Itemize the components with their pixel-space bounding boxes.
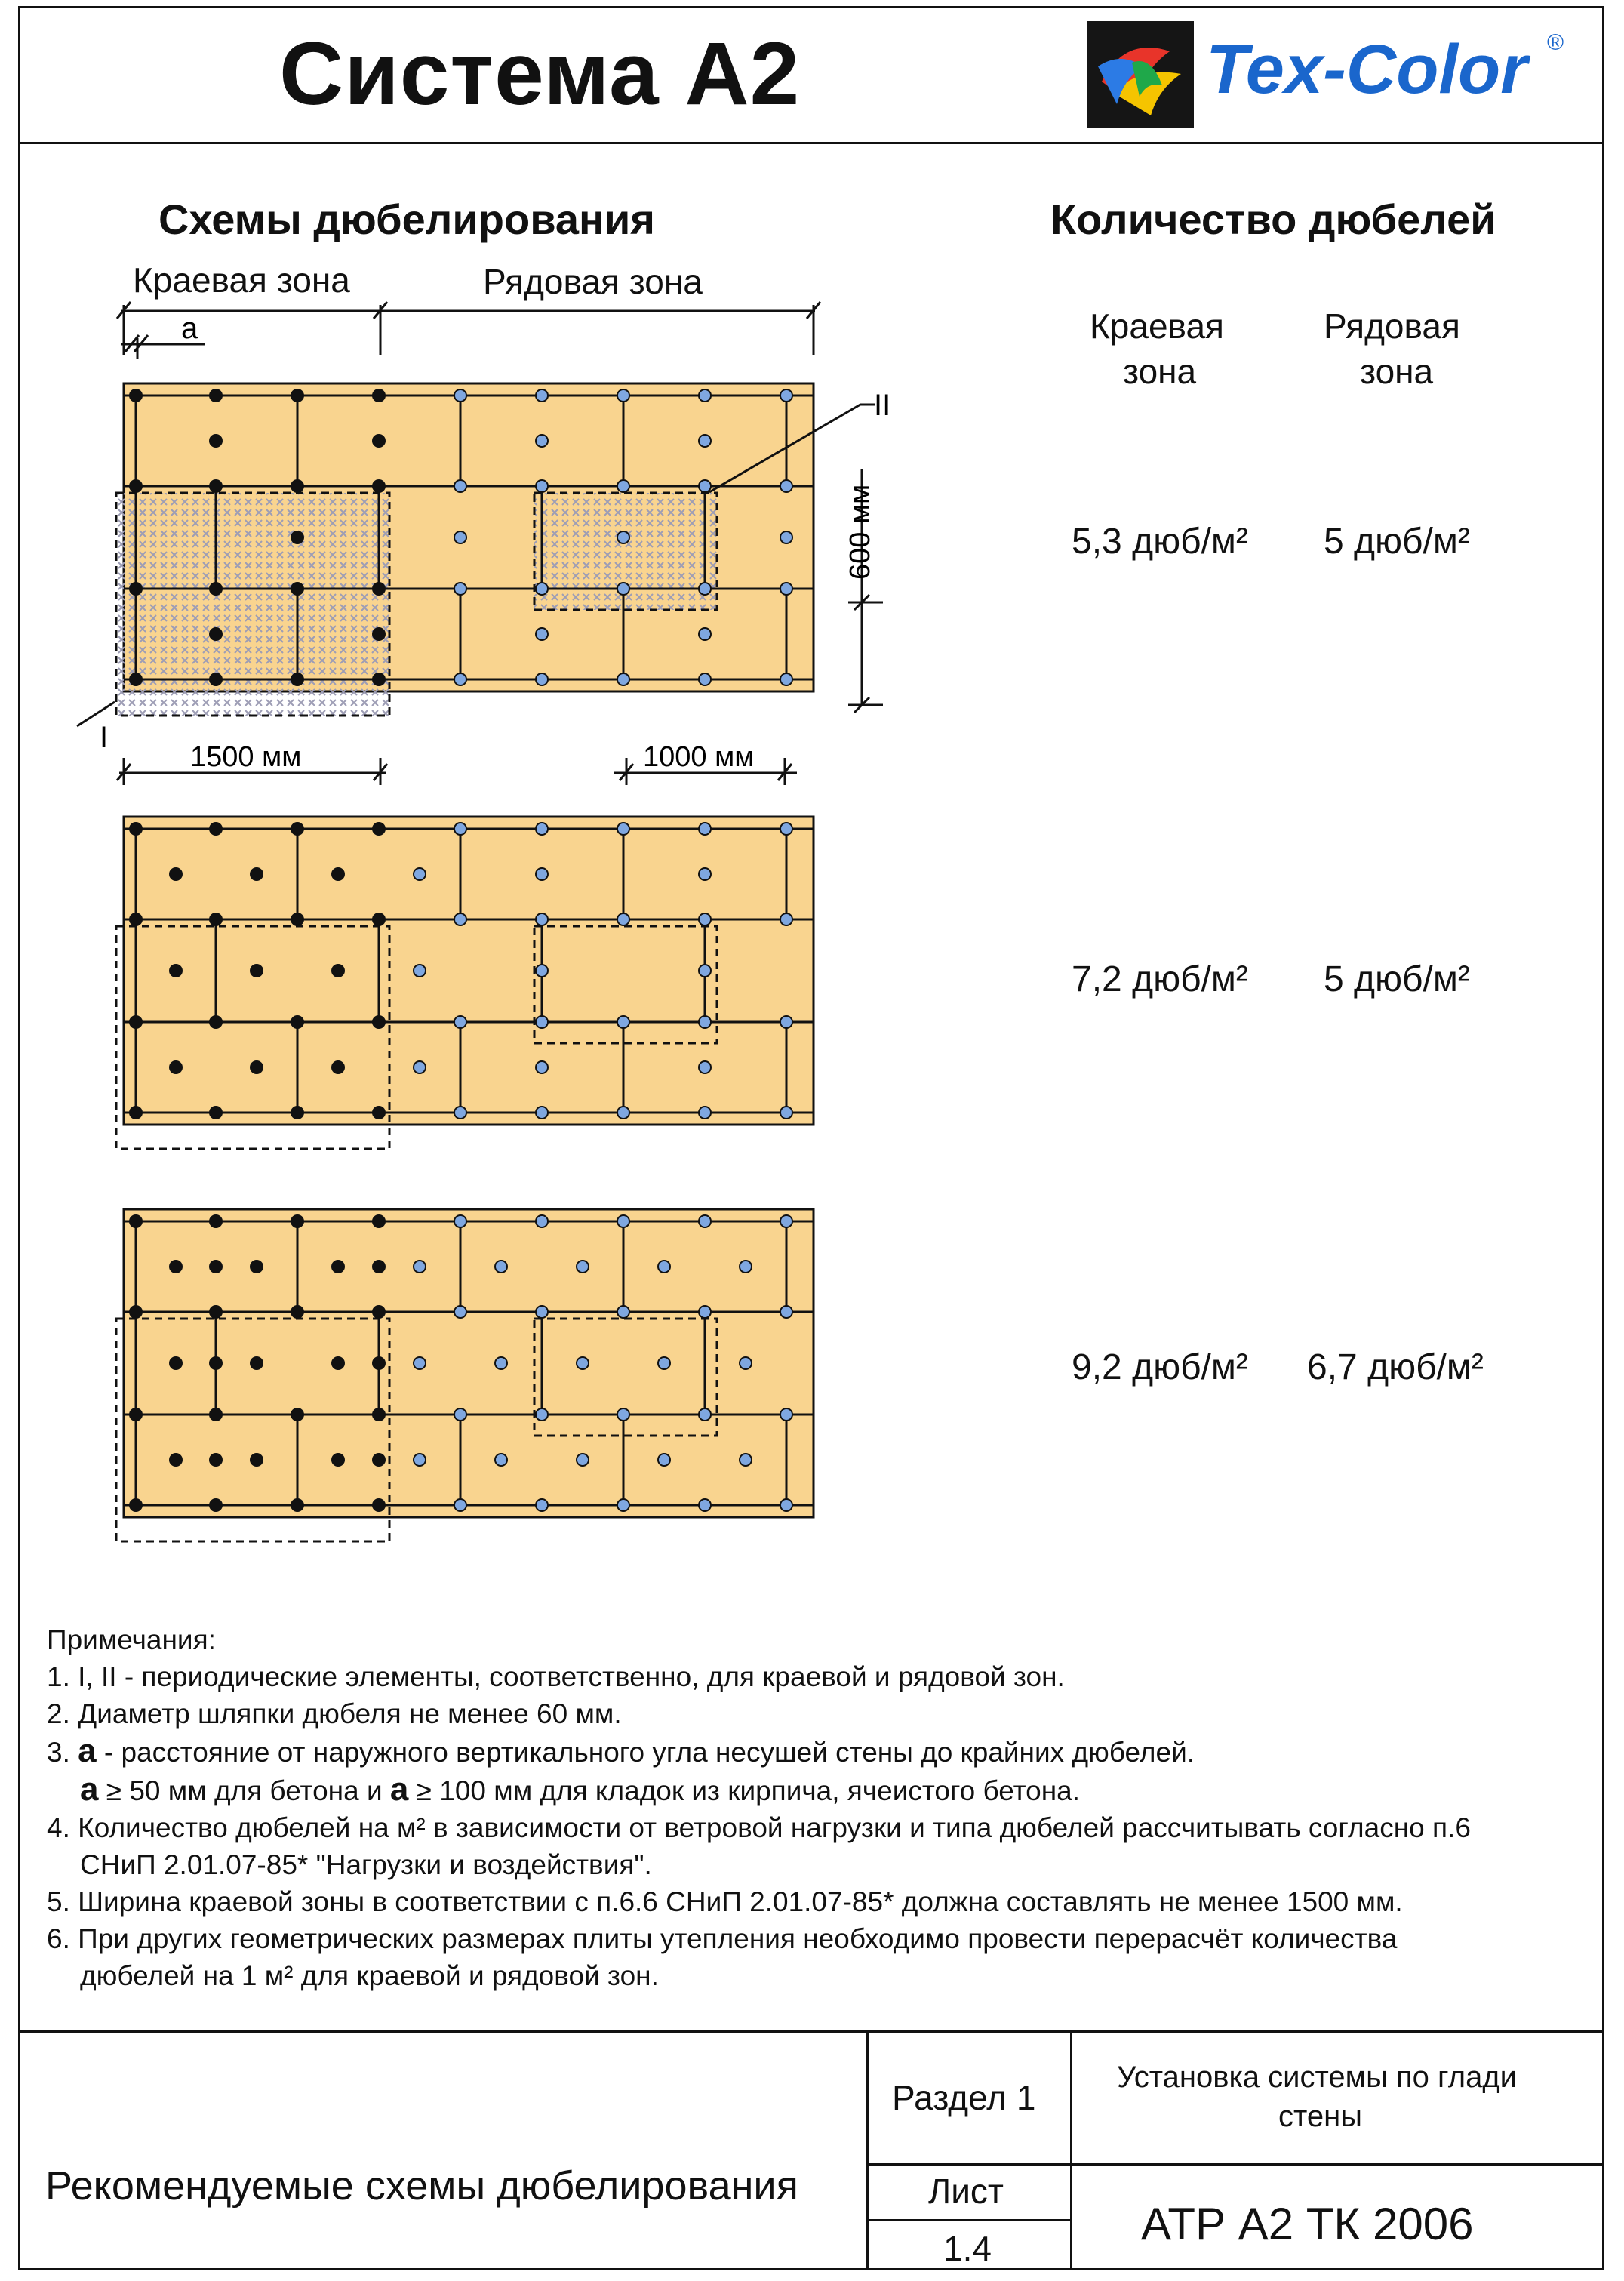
- edge-dowel: [291, 1016, 303, 1028]
- row-dowel: [536, 868, 548, 880]
- row-dowel: [617, 823, 629, 835]
- col-row-line1: Рядовая: [1324, 306, 1460, 346]
- edge-dowel: [130, 823, 142, 835]
- dim-a-label: a: [181, 312, 198, 345]
- row-dowel: [536, 1499, 548, 1511]
- col-row-line2: зона: [1360, 352, 1434, 391]
- dim-1500-label: 1500 мм: [190, 741, 302, 773]
- edge-dowel: [373, 913, 385, 925]
- edge-dowel: [291, 1215, 303, 1227]
- dim-600-label: 600 мм: [844, 484, 876, 580]
- row-dowel: [699, 389, 711, 402]
- edge-dowel: [373, 1261, 385, 1273]
- insulation-panel-3: [124, 1209, 814, 1517]
- edge-dowel: [332, 965, 344, 977]
- edge-dowel: [130, 1499, 142, 1511]
- row-dowel: [536, 628, 548, 640]
- row-dowel: [699, 583, 711, 595]
- edge-dowel: [291, 480, 303, 492]
- row-dowel: [699, 673, 711, 685]
- edge-dowel: [130, 1306, 142, 1318]
- row-dowel: [454, 583, 466, 595]
- row-dowel: [780, 1408, 792, 1421]
- note-6b: дюбелей на 1 м² для краевой и рядовой зон.: [80, 1960, 659, 1991]
- edge-dowel: [373, 1107, 385, 1119]
- mark-I: I: [100, 721, 109, 754]
- edge-dowel: [291, 583, 303, 595]
- note-3: [47, 1732, 1471, 1771]
- edge-dowel: [170, 1261, 182, 1273]
- row-dowel: [740, 1454, 752, 1466]
- row-dowel: [536, 1408, 548, 1421]
- row-dowel: [495, 1357, 507, 1369]
- edge-dowel: [210, 435, 222, 447]
- note-2: 2. Диаметр шляпки дюбеля не менее 60 мм.: [47, 1698, 622, 1729]
- row-dowel: [414, 1454, 426, 1466]
- row-dowel: [780, 1499, 792, 1511]
- row-dowel: [699, 1016, 711, 1028]
- dowel-count-heading: Количество дюбелей: [1050, 195, 1496, 243]
- note-3b-a1: a: [80, 1771, 99, 1808]
- notes-title: Примечания:: [47, 1624, 216, 1655]
- logo-wordmark: Tex-Color: [1206, 31, 1527, 108]
- detail-box-I-1: [116, 493, 389, 716]
- row-dowel: [699, 1061, 711, 1073]
- edge-dowel: [210, 1499, 222, 1511]
- row-zone-label: Рядовая зона: [483, 262, 703, 301]
- edge-dowel: [373, 1408, 385, 1421]
- note-3b-mid: ≥ 50 мм для бетона и: [98, 1775, 390, 1806]
- row-dowel: [617, 583, 629, 595]
- edge-dowel: [373, 480, 385, 492]
- edge-dowel: [373, 823, 385, 835]
- page-title: Система А2: [279, 24, 801, 124]
- row-dowel: [699, 823, 711, 835]
- row-dowel: [536, 965, 548, 977]
- note-5: 5. Ширина краевой зоны в соответствии с п.6.6 СНиП 2.01.07-85* должна составлять не менее 1500 мм.: [47, 1886, 1403, 1917]
- row-dowel: [617, 531, 629, 543]
- edge-dowel: [210, 823, 222, 835]
- row-dowel: [577, 1454, 589, 1466]
- row-dowel: [699, 1408, 711, 1421]
- edge-dowel: [130, 1016, 142, 1028]
- edge-dowel: [210, 1261, 222, 1273]
- row-dowel: [536, 673, 548, 685]
- row-dowel: [536, 389, 548, 402]
- note-3b-text: ≥ 100 мм для кладок из кирпича, ячеистого бетона.: [408, 1775, 1081, 1806]
- edge-dowel: [373, 435, 385, 447]
- row-dowel: [454, 1107, 466, 1119]
- col-edge-line2: зона: [1123, 352, 1197, 391]
- edge-dowel: [210, 480, 222, 492]
- note-1: 1. I, II - периодические элементы, соответственно, для краевой и рядовой зон.: [47, 1661, 1065, 1692]
- footer-desc-1: Установка системы по глади: [1117, 2061, 1517, 2094]
- row-dowel: [699, 1306, 711, 1318]
- edge-dowel: [291, 389, 303, 402]
- footer-desc-2: стены: [1278, 2100, 1362, 2133]
- row-dowel: [780, 673, 792, 685]
- row-dowel: [414, 1357, 426, 1369]
- row-dowel: [617, 1408, 629, 1421]
- dim-1000-label: 1000 мм: [643, 741, 755, 773]
- edge-dowel: [210, 1306, 222, 1318]
- edge-dowel: [291, 823, 303, 835]
- row-dowel: [699, 480, 711, 492]
- row-dowel: [454, 1408, 466, 1421]
- row-dowel: [454, 531, 466, 543]
- edge-dowel: [130, 1215, 142, 1227]
- edge-dowel: [291, 531, 303, 543]
- edge-dowel: [373, 1499, 385, 1511]
- note-3-text: - расстояние от наружного вертикального угла несушей стены до крайних дюбелей.: [96, 1737, 1195, 1768]
- edge-dowel: [210, 1107, 222, 1119]
- edge-dowel: [332, 868, 344, 880]
- footer-sheet-num: 1.4: [943, 2229, 992, 2268]
- row-dowel: [536, 1215, 548, 1227]
- edge-dowel: [373, 673, 385, 685]
- row-dowel: [577, 1261, 589, 1273]
- row-dowel: [454, 1306, 466, 1318]
- note-4b: СНиП 2.01.07-85* "Нагрузки и воздействия".: [80, 1849, 652, 1880]
- edge-dowel: [373, 583, 385, 595]
- row-dowel: [536, 1306, 548, 1318]
- row-dowel: [454, 823, 466, 835]
- row-dowel: [617, 1306, 629, 1318]
- row-dowel: [495, 1261, 507, 1273]
- row-dowel: [454, 389, 466, 402]
- edge-dowel: [210, 1357, 222, 1369]
- edge-dowel: [373, 1357, 385, 1369]
- row-dowel: [617, 480, 629, 492]
- row-dowel: [536, 823, 548, 835]
- row-dowel: [617, 1215, 629, 1227]
- edge-dowel: [373, 628, 385, 640]
- row-dowel: [536, 583, 548, 595]
- edge-dowel: [373, 1454, 385, 1466]
- row-dowel: [780, 823, 792, 835]
- edge-dowel: [210, 389, 222, 402]
- note-3-a: a: [78, 1732, 97, 1769]
- edge-dowel: [373, 1215, 385, 1227]
- row-dowel: [780, 1306, 792, 1318]
- note-4a: 4. Количество дюбелей на м² в зависимости от ветровой нагрузки и типа дюбелей рассчитывать согласно п.6: [47, 1812, 1471, 1843]
- row-dowel: [699, 435, 711, 447]
- row-dowel: [740, 1261, 752, 1273]
- note-3-num: 3.: [47, 1737, 70, 1768]
- row-dowel: [780, 1107, 792, 1119]
- footer-hline-2: [866, 2219, 1070, 2221]
- edge-dowel: [170, 868, 182, 880]
- rate-row-1: 5 дюб/м²: [1324, 522, 1470, 562]
- row-dowel: [617, 673, 629, 685]
- footer-section: Раздел 1: [892, 2078, 1036, 2117]
- row-dowel: [454, 1215, 466, 1227]
- row-dowel: [740, 1357, 752, 1369]
- schemes-heading: Схемы дюбелирования: [158, 195, 655, 243]
- edge-dowel: [130, 389, 142, 402]
- note-3b: [47, 1771, 1471, 1809]
- row-dowel: [617, 913, 629, 925]
- row-dowel: [658, 1357, 670, 1369]
- edge-dowel: [170, 965, 182, 977]
- edge-dowel: [373, 389, 385, 402]
- row-dowel: [699, 1499, 711, 1511]
- footer-caption: Рекомендуемые схемы дюбелирования: [45, 2163, 798, 2209]
- rate-edge-2: 7,2 дюб/м²: [1072, 959, 1248, 999]
- edge-dowel: [251, 1454, 263, 1466]
- edge-dowel: [291, 913, 303, 925]
- row-dowel: [699, 628, 711, 640]
- row-dowel: [454, 480, 466, 492]
- row-dowel: [536, 1107, 548, 1119]
- row-dowel: [536, 913, 548, 925]
- edge-dowel: [210, 673, 222, 685]
- edge-dowel: [210, 583, 222, 595]
- footer-divider: [18, 2030, 1604, 2033]
- edge-dowel: [251, 1261, 263, 1273]
- edge-dowel: [170, 1454, 182, 1466]
- footer-vline-2: [1070, 2030, 1072, 2270]
- note-6a: 6. При других геометрических размерах плиты утепления необходимо провести перерасчёт количества: [47, 1923, 1398, 1954]
- row-dowel: [699, 1215, 711, 1227]
- row-dowel: [454, 1016, 466, 1028]
- edge-dowel: [373, 1306, 385, 1318]
- row-dowel: [577, 1357, 589, 1369]
- notes-block: [47, 1621, 1471, 1994]
- edge-dowel: [130, 673, 142, 685]
- col-edge-line1: Краевая: [1090, 306, 1224, 346]
- edge-dowel: [170, 1061, 182, 1073]
- row-dowel: [780, 913, 792, 925]
- mark-II: II: [874, 389, 891, 422]
- edge-dowel: [251, 1357, 263, 1369]
- edge-zone-label: Краевая зона: [133, 260, 350, 300]
- rate-row-3: 6,7 дюб/м²: [1307, 1347, 1484, 1387]
- footer-vline-1: [866, 2030, 869, 2270]
- row-dowel: [699, 868, 711, 880]
- row-dowel: [617, 1016, 629, 1028]
- note-3b-a2: a: [389, 1771, 409, 1808]
- row-dowel: [617, 1499, 629, 1511]
- row-dowel: [780, 389, 792, 402]
- row-dowel: [658, 1261, 670, 1273]
- row-dowel: [699, 965, 711, 977]
- edge-dowel: [210, 913, 222, 925]
- edge-dowel: [332, 1454, 344, 1466]
- rate-edge-1: 5,3 дюб/м²: [1072, 522, 1248, 562]
- row-dowel: [414, 1261, 426, 1273]
- edge-dowel: [130, 913, 142, 925]
- row-dowel: [699, 1107, 711, 1119]
- edge-dowel: [251, 868, 263, 880]
- row-dowel: [658, 1454, 670, 1466]
- footer-hline-1: [866, 2163, 1604, 2166]
- edge-dowel: [291, 673, 303, 685]
- edge-dowel: [130, 583, 142, 595]
- edge-dowel: [291, 1499, 303, 1511]
- edge-dowel: [170, 1357, 182, 1369]
- rate-row-2: 5 дюб/м²: [1324, 959, 1470, 999]
- edge-dowel: [210, 1215, 222, 1227]
- edge-dowel: [373, 1016, 385, 1028]
- edge-dowel: [130, 480, 142, 492]
- footer-sheet-label: Лист: [928, 2172, 1004, 2211]
- row-dowel: [617, 389, 629, 402]
- row-dowel: [780, 531, 792, 543]
- row-dowel: [414, 868, 426, 880]
- row-dowel: [454, 913, 466, 925]
- edge-dowel: [291, 1306, 303, 1318]
- row-dowel: [617, 1107, 629, 1119]
- edge-dowel: [210, 1016, 222, 1028]
- edge-dowel: [332, 1357, 344, 1369]
- edge-dowel: [251, 1061, 263, 1073]
- row-dowel: [454, 673, 466, 685]
- row-dowel: [536, 480, 548, 492]
- rate-edge-3: 9,2 дюб/м²: [1072, 1347, 1248, 1387]
- top-dimension: [117, 302, 820, 359]
- logo-registered-mark: ®: [1547, 30, 1564, 55]
- edge-dowel: [210, 1408, 222, 1421]
- edge-dowel: [251, 965, 263, 977]
- edge-dowel: [332, 1061, 344, 1073]
- row-dowel: [536, 1016, 548, 1028]
- row-dowel: [495, 1454, 507, 1466]
- row-dowel: [414, 1061, 426, 1073]
- edge-dowel: [332, 1261, 344, 1273]
- row-dowel: [454, 1499, 466, 1511]
- edge-dowel: [130, 1107, 142, 1119]
- row-dowel: [536, 435, 548, 447]
- row-dowel: [780, 1215, 792, 1227]
- row-dowel: [780, 480, 792, 492]
- row-dowel: [780, 583, 792, 595]
- footer-code: АТР А2 ТК 2006: [1141, 2199, 1474, 2249]
- edge-dowel: [291, 1408, 303, 1421]
- row-dowel: [536, 1061, 548, 1073]
- edge-dowel: [291, 1107, 303, 1119]
- row-dowel: [780, 1016, 792, 1028]
- edge-dowel: [210, 1454, 222, 1466]
- edge-dowel: [210, 628, 222, 640]
- row-dowel: [699, 913, 711, 925]
- row-dowel: [414, 965, 426, 977]
- edge-dowel: [130, 1408, 142, 1421]
